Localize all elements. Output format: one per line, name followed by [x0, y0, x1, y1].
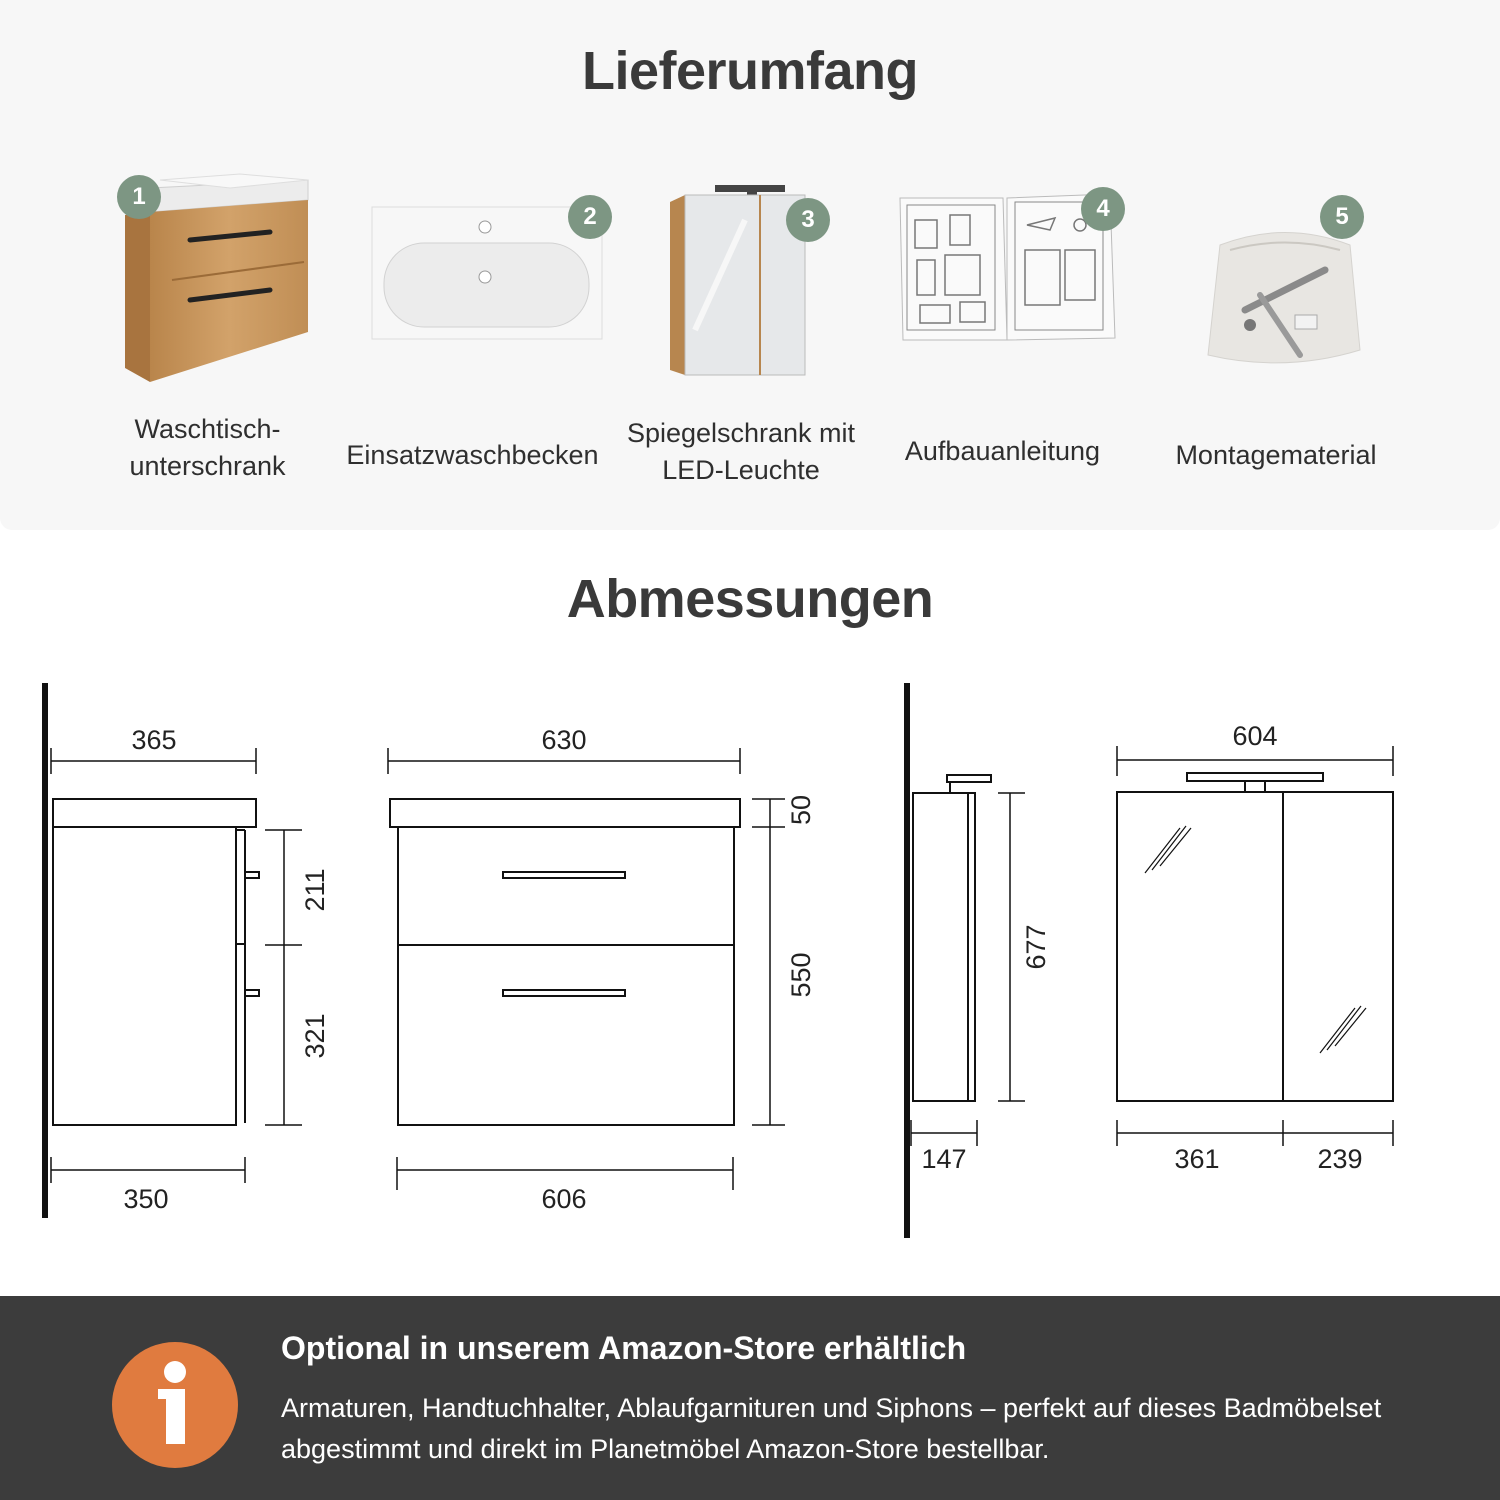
item-number-badge-5: 5 [1320, 195, 1364, 239]
dim-vanity-front-top: 630 [541, 725, 587, 755]
item-label-mirror-cabinet: Spiegelschrank mit LED-Leuchte [626, 418, 856, 485]
dim-vanity-side-drawer-lower: 321 [300, 1013, 330, 1059]
delivery-title: Lieferumfang [581, 41, 919, 101]
item-number-badge-3: 3 [786, 198, 830, 242]
dim-vanity-side-drawer-upper: 211 [300, 868, 330, 912]
dim-vanity-front-cabinet-height: 550 [786, 952, 816, 998]
dim-mirror-front-width: 604 [1232, 721, 1278, 751]
dim-vanity-front-bottom: 606 [541, 1184, 587, 1214]
item-number-badge-2: 2 [568, 195, 612, 239]
mirror-front-body [1117, 792, 1393, 1101]
item-number-badge-1: 1 [117, 175, 161, 219]
dim-vanity-side-top: 365 [131, 725, 177, 755]
item-label-washbasin: Einsatzwaschbecken [346, 440, 599, 470]
dim-mirror-front-left-door: 361 [1174, 1144, 1220, 1174]
mirror-side-lamp [947, 775, 991, 782]
item-label-vanity-cabinet: Waschtisch- unterschrank [129, 414, 286, 481]
footer-title: Optional in unserem Amazon-Store erhältlich [281, 1330, 967, 1366]
vanity-side-handle-lower [245, 990, 259, 996]
dim-vanity-side-bottom: 350 [123, 1184, 169, 1214]
item-number-badge-4: 4 [1081, 187, 1125, 231]
dim-mirror-side-depth: 147 [921, 1144, 967, 1174]
vanity-front-handle-upper [503, 872, 625, 878]
dimensions-title: Abmessungen [566, 569, 934, 629]
dim-mirror-side-height: 677 [1021, 924, 1051, 970]
item-label-hardware: Montagematerial [1175, 440, 1377, 470]
vanity-front-basin [390, 799, 740, 827]
mirror-side-body [913, 793, 975, 1101]
vanity-side-body [53, 827, 236, 1125]
dim-mirror-front-right-door: 239 [1317, 1144, 1363, 1174]
dim-vanity-front-basin-height: 50 [786, 794, 816, 826]
footer-text: Armaturen, Handtuchhalter, Ablaufgarnituren und Siphons – perfekt auf dieses Badmöbelset abgestimmt und direkt im Planetmöbel Amazon-Store bestellbar. [281, 1393, 1382, 1464]
vanity-front-handle-lower [503, 990, 625, 996]
info-icon [112, 1342, 238, 1468]
item-label-manual: Aufbauanleitung [904, 436, 1101, 466]
vanity-side-basin [53, 799, 256, 827]
vanity-side-handle-upper [245, 872, 259, 878]
mirror-front-lamp [1187, 773, 1323, 781]
